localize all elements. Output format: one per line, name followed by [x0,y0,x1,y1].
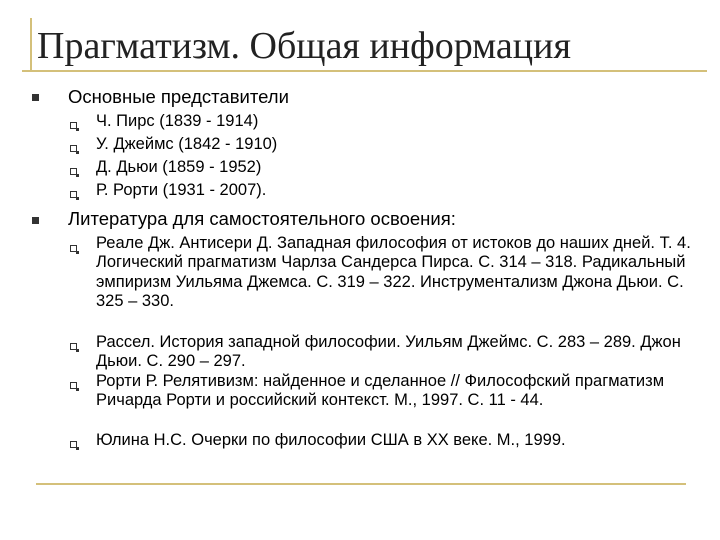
list-item: Рорти Р. Релятивизм: найденное и сделанное // Философский прагматизм Ричарда Рорти и российский контекст. М., 1997. С. 11 - 44. [96,372,665,410]
list-item: Р. Рорти (1931 - 2007). [96,181,267,199]
hollow-square-bullet-icon [70,245,77,252]
square-bullet-icon [32,94,39,101]
list-item: У. Джеймс (1842 - 1910) [96,135,278,153]
section-heading-literature: Литература для самостоятельного освоения: [68,208,456,229]
hollow-square-bullet-icon [70,122,77,129]
slide-title: Прагматизм. Общая информация [37,25,571,67]
hollow-square-bullet-icon [70,441,77,448]
list-item: Ч. Пирс (1839 - 1914) [96,112,259,130]
hollow-square-bullet-icon [70,382,77,389]
title-accent-vertical-line [30,18,32,70]
list-item: Реале Дж. Антисери Д. Западная философия от истоков до наших дней. Т. 4. Логический прагматизм Чарлза Сандерса Пирса. С. 314 – 318. Радикальный эмпиризм Уильяма Джемса. С. 319 – 322. Инструментализм Джона Дьюи. С. 325 – 330. [96,234,691,311]
list-item: Д. Дьюи (1859 - 1952) [96,158,262,176]
hollow-square-bullet-icon [70,168,77,175]
list-item: Юлина Н.С. Очерки по философии США в XX веке. М., 1999. [96,431,566,449]
hollow-square-bullet-icon [70,191,77,198]
list-item: Рассел. История западной философии. Уильям Джеймс. С. 283 – 289. Джон Дьюи. С. 290 – 297. [96,333,681,371]
hollow-square-bullet-icon [70,145,77,152]
title-underline [22,70,707,72]
hollow-square-bullet-icon [70,343,77,350]
section-heading-representatives: Основные представители [68,86,289,107]
square-bullet-icon [32,217,39,224]
footer-divider [36,483,686,485]
